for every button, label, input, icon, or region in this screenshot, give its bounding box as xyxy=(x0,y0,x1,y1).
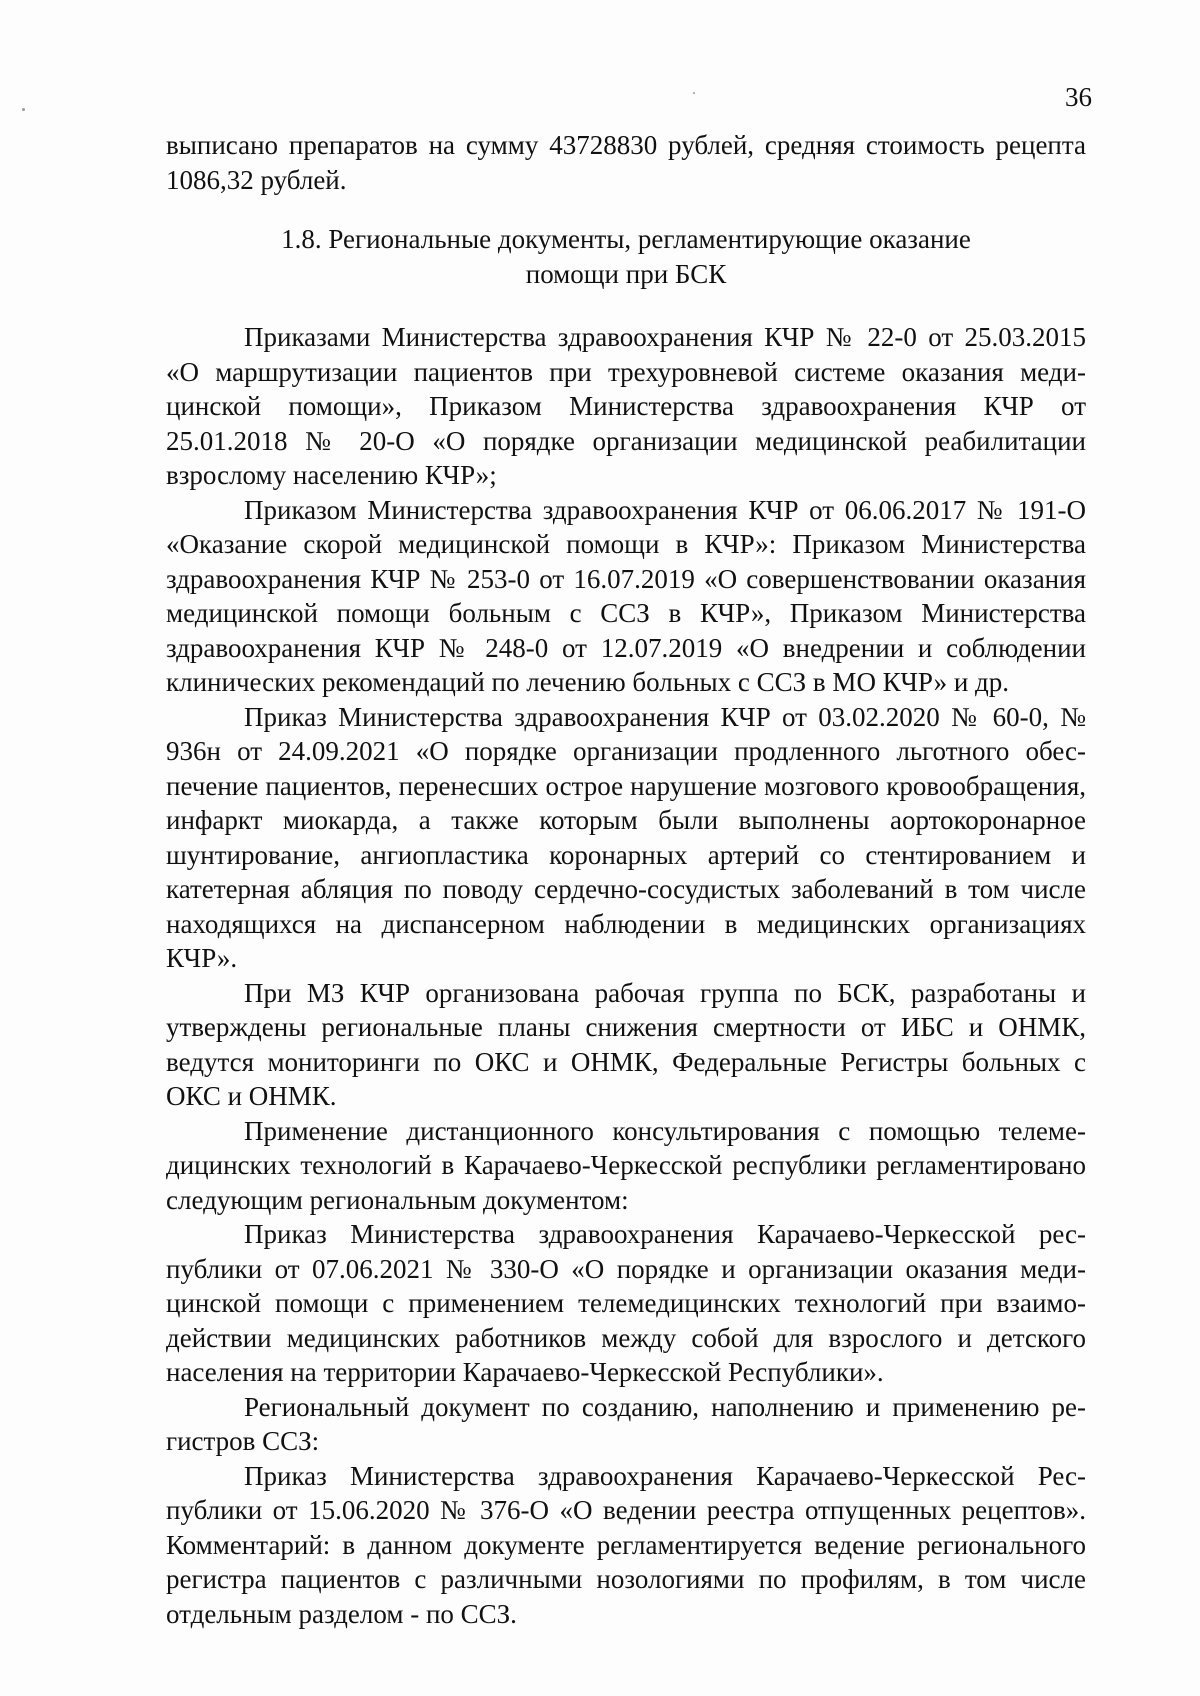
paragraph-order-preferential-supply: Приказ Министерства здравоохранения КЧР от 03.02.2020 № 60-0, № 936н от 24.09.2021 «О порядке организации продленного льготного обеспечение пациентов, перенесших острое нарушение мозгового кровообращения, инфаркт миокарда, а также которым были выполнены аортокоронарное шунтирование, ангиопластика коронарных артерий со стентированием и катетерная абляция по поводу сердечно-сосудистых заболеваний в том числе находящихся на диспансерном наблюдении в медицинских организациях КЧР». xyxy=(166,701,1086,973)
paragraph-telemedicine-order: Приказ Министерства здравоохранения Карачаево-Черкесской республики от 07.06.2021 № 330-О «О порядке и организации оказания медицинской помощи с применением телемедицинских технологий при взаимодействии медицинских работников между собой для взрослого и детского населения на территории Карачаево-Черкесской Республики». xyxy=(166,1219,1086,1387)
scan-speck xyxy=(22,108,25,111)
section-heading xyxy=(166,222,1086,292)
paragraph-orders-emergency: Приказом Министерства здравоохранения КЧР от 06.06.2017 № 191-О «Оказание скорой медицинской помощи в КЧР»: Приказом Министерства здравоохранения КЧР № 253-0 от 16.07.2019 «О совершенствовании оказания медицинской помощи больным с ССЗ в КЧР», Приказом Министерства здравоохранения КЧР № 248-0 от 12.07.2019 «О внедрении и соблюдении клинических рекомендаций по лечению больных с ССЗ в МО КЧР» и др. xyxy=(166,494,1086,697)
paragraph-telemedicine-intro: Применение дистанционного консультирования с помощью телемедицинских технологий в Карачаево-Черкесской республики регламентировано следующим региональным документом: xyxy=(166,1115,1086,1215)
scan-speck xyxy=(693,92,695,94)
intro-paragraph xyxy=(166,128,1086,197)
body-text xyxy=(166,320,1086,1631)
intro-paragraph-text: выписано препаратов на сумму 43728830 рублей, средняя стоимость рецепта 1086,32 рублей. xyxy=(166,130,1086,195)
section-heading-line-2: помощи при БСК xyxy=(525,259,727,289)
paragraph-registry-intro: Региональный документ по созданию, наполнению и применению регистров ССЗ: xyxy=(166,1391,1086,1456)
paragraph-working-group: При МЗ КЧР организована рабочая группа по БСК, разработаны и утверждены региональные планы снижения смертности от ИБС и ОНМК, ведутся мониторинги по ОКС и ОНМК, Федеральные Регистры больных с ОКС и ОНМК. xyxy=(166,977,1086,1111)
paragraph-registry-order: Приказ Министерства здравоохранения Карачаево-Черкесской Республики от 15.06.2020 № 376-О «О ведении реестра отпущенных рецептов». Комментарий: в данном документе регламентируется ведение регионального регистра пациентов с различными нозологиями по профилям, в том числе отдельным разделом - по ССЗ. xyxy=(166,1460,1086,1629)
section-heading-line-1: 1.8. Региональные документы, регламентирующие оказание xyxy=(281,224,971,254)
page-number: 36 xyxy=(1065,82,1092,112)
paragraph-orders-routing: Приказами Министерства здравоохранения КЧР № 22-0 от 25.03.2015 «О маршрутизации пациентов при трехуровневой системе оказания медицинской помощи», Приказом Министерства здравоохранения КЧР от 25.01.2018 № 20-О «О порядке организации медицинской реабилитации взрослому населению КЧР»; xyxy=(166,322,1086,490)
